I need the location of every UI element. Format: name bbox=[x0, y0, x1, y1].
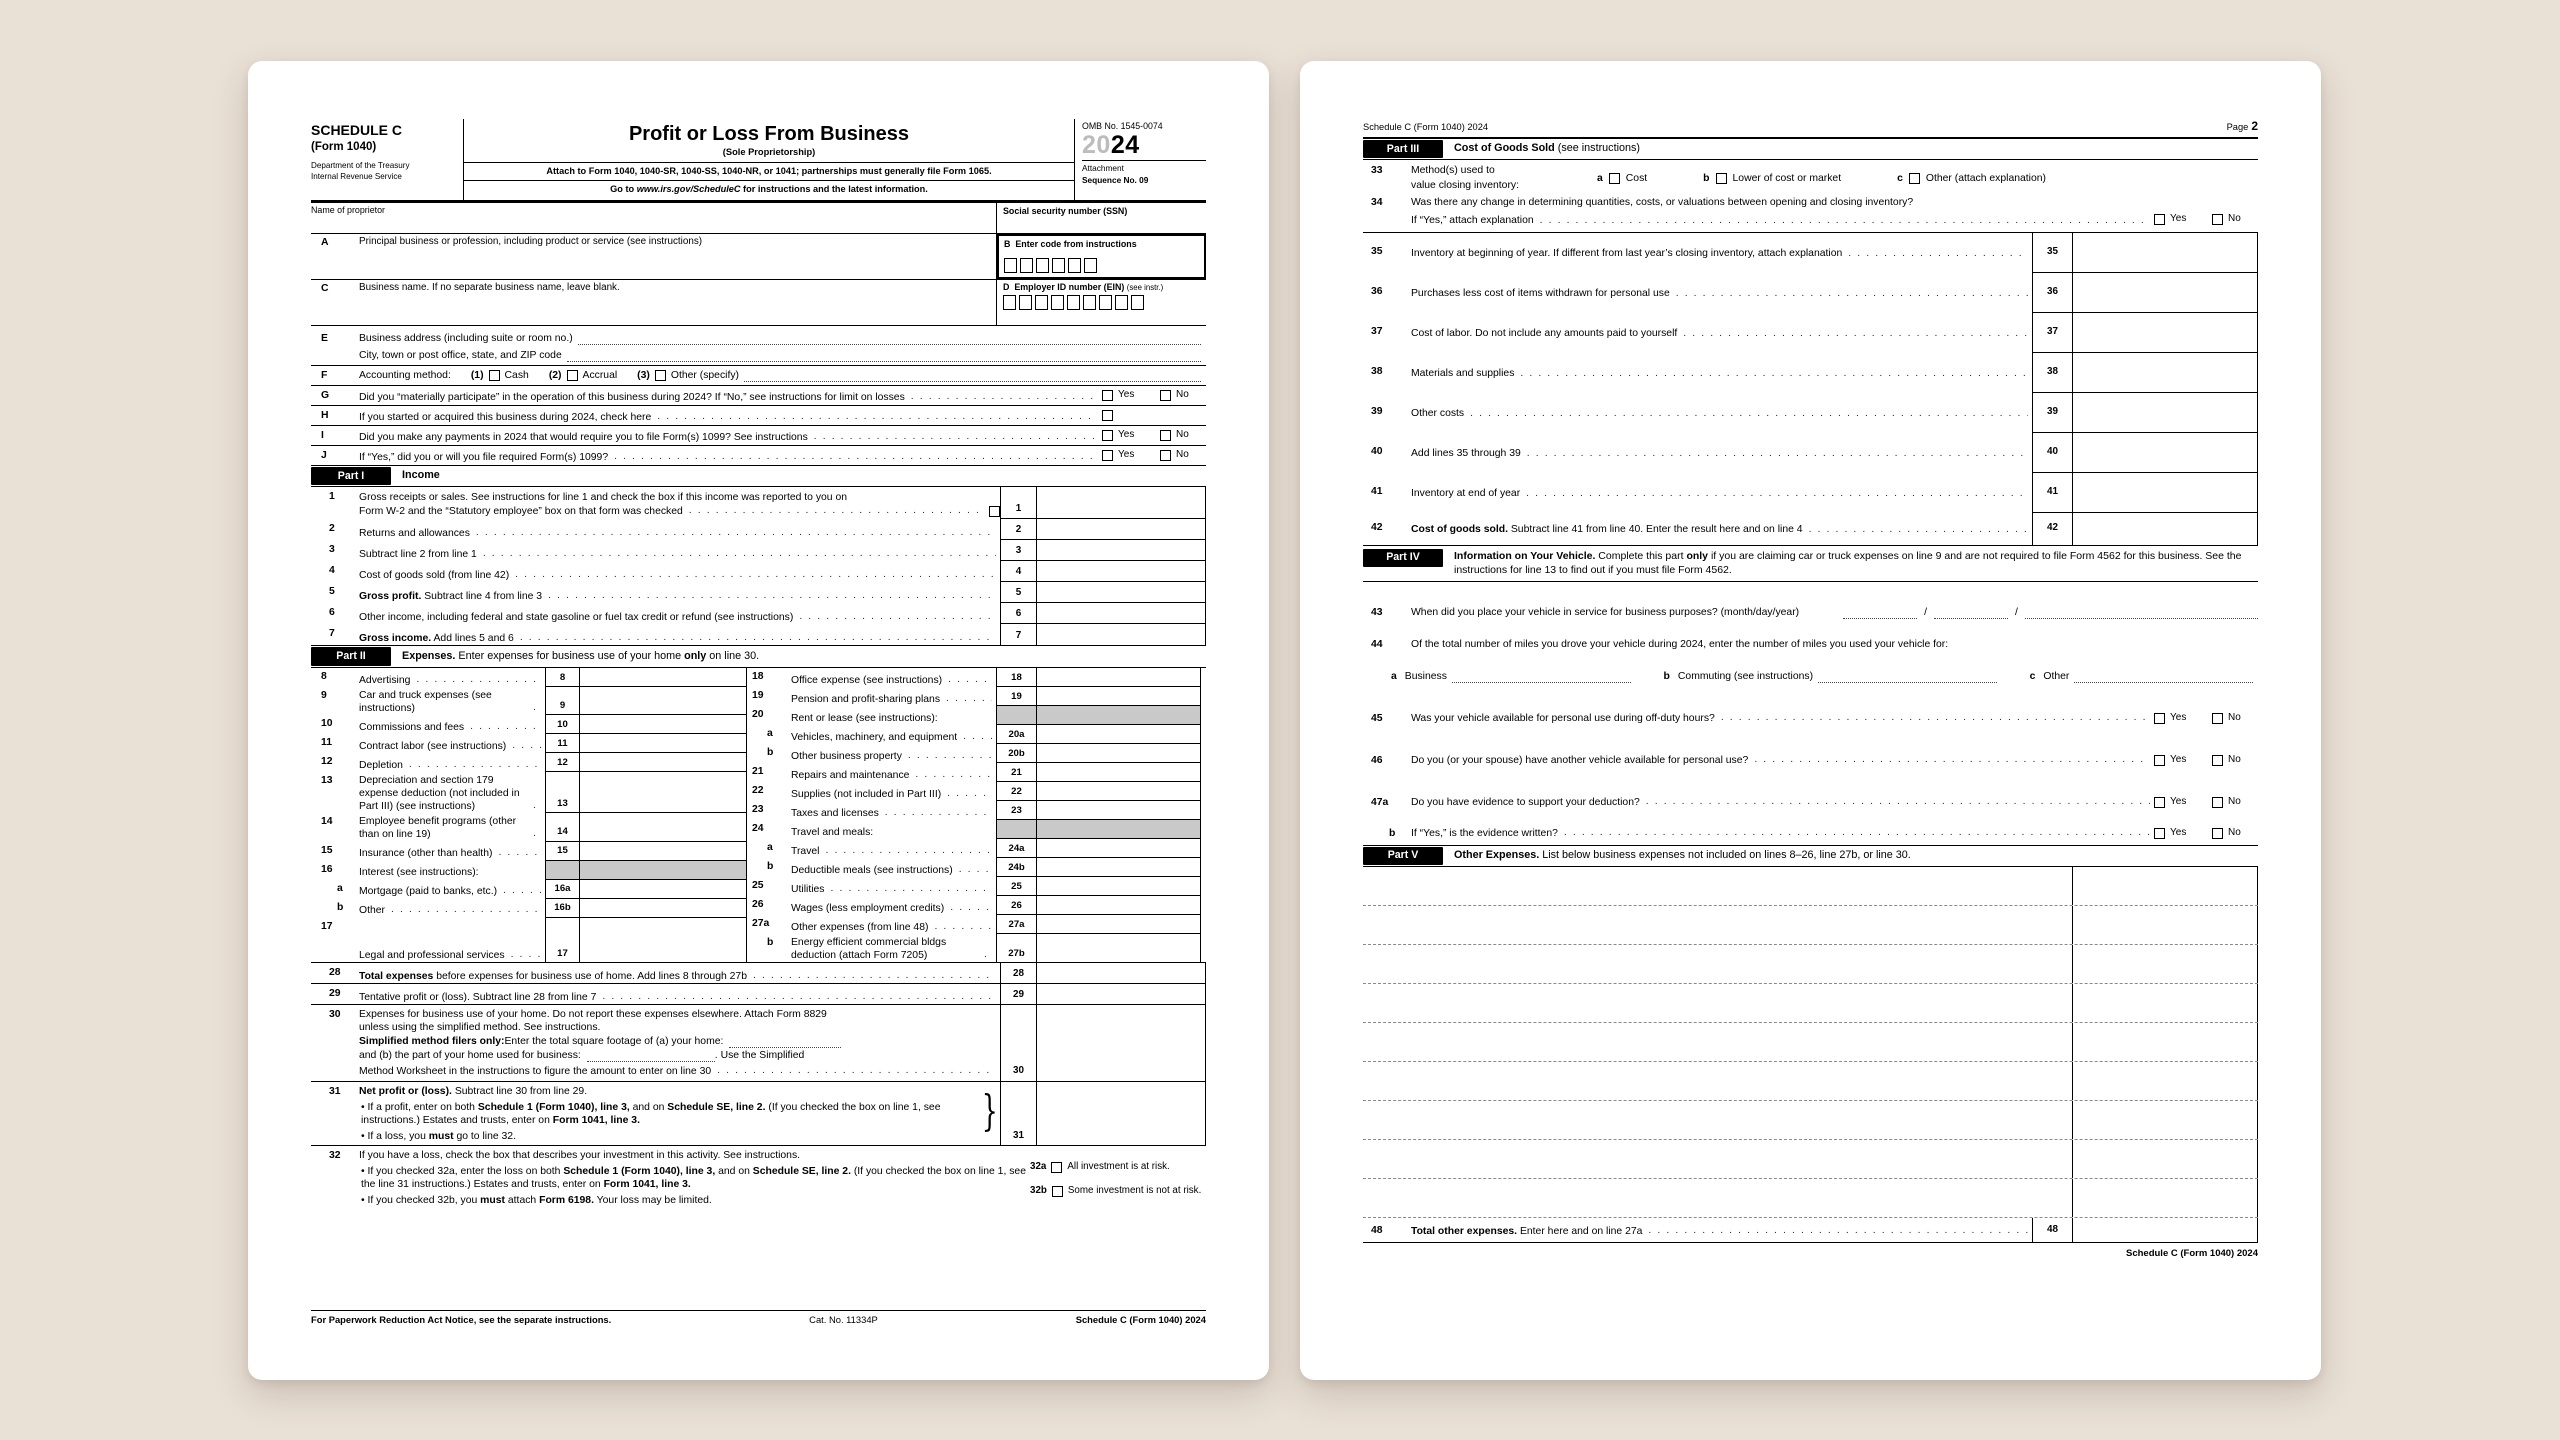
line-48-label: Total other expenses. Enter here and on line 27a bbox=[1411, 1225, 1643, 1237]
form-id-header: Schedule C (Form 1040) 2024 bbox=[1363, 122, 1489, 133]
line-41-amount-cell[interactable] bbox=[2072, 473, 2258, 513]
line-24a-row: a Travel . . . 24a bbox=[747, 839, 1201, 858]
line-37-row: 37 Cost of labor. Do not include any amounts paid to yourself . . . 37 bbox=[1363, 313, 2258, 353]
line-21-row: 21 Repairs and maintenance . . . 21 bbox=[747, 763, 1201, 782]
ssn-label: Social security number (SSN) bbox=[1003, 206, 1128, 217]
other-expense-amount-field[interactable] bbox=[2072, 1023, 2258, 1061]
ein-digit-boxes bbox=[1003, 295, 1204, 310]
business-miles-field[interactable] bbox=[1452, 671, 1631, 683]
other-expense-description-field[interactable] bbox=[1363, 1101, 2072, 1139]
row-h-started-business: H If you started or acquired this business during 2024, check here . . . bbox=[311, 406, 1206, 426]
line-25-row: 25 Utilities . . . 25 bbox=[747, 877, 1201, 896]
line-33b-option: b Lower of cost or market bbox=[1703, 173, 1842, 185]
part-4-title: Information on Your Vehicle. Complete this part only if you are claiming car or truck expenses on line 9 and are not required to file Form 4562 for this business. See the instructions for line 13 to find out if you must file Form 4562. bbox=[1454, 549, 2242, 576]
line-30-label: Expenses for business use of your home. Do not report these expenses elsewhere. Attach Form 8829 bbox=[359, 1008, 827, 1020]
line-32-label: If you have a loss, check the box that describes your investment in this activity. See instructions. bbox=[359, 1149, 801, 1161]
line-1-amount-cell[interactable] bbox=[1036, 487, 1206, 519]
code-digit-box[interactable] bbox=[1084, 258, 1097, 273]
line-20b-amount-cell[interactable] bbox=[1036, 744, 1201, 763]
line-44-label: Of the total number of miles you drove your vehicle during 2024, enter the number of miles you used your vehicle for: bbox=[1411, 638, 1949, 650]
row-f-accounting-method: F Accounting method: (1) Cash (2) Accrual (3) Other (specify) bbox=[311, 366, 1206, 386]
line-32-bullet-2: • If you checked 32b, you must attach Form 6198. Your loss may be limited. bbox=[361, 1195, 712, 1207]
line-47b-row: b If “Yes,” is the evidence written? . . . Yes No bbox=[1363, 814, 2258, 846]
line-33c-option: c Other (attach explanation) bbox=[1897, 173, 2047, 185]
part-5-title: Other Expenses. List below business expenses not included on lines 8–26, line 27b, or line 30. bbox=[1454, 849, 1911, 862]
line-8-row: 8 Advertising . . . 8 bbox=[311, 668, 747, 687]
line-30-amount-cell[interactable] bbox=[1036, 1005, 1206, 1081]
other-expense-amount-field[interactable] bbox=[2072, 1062, 2258, 1100]
line-47a-no-checkbox[interactable] bbox=[2212, 797, 2223, 808]
city-state-zip-field[interactable] bbox=[567, 350, 1201, 362]
line-33b-lower-cost-checkbox[interactable] bbox=[1716, 173, 1727, 184]
page-number: Page 2 bbox=[2226, 119, 2258, 133]
line-8-amount-cell[interactable] bbox=[579, 668, 747, 687]
other-expense-amount-field[interactable] bbox=[2072, 945, 2258, 983]
line-h-label: If you started or acquired this business during 2024, check here bbox=[359, 411, 652, 423]
ein-digit-box[interactable] bbox=[1003, 295, 1016, 310]
line-10-amount-cell[interactable] bbox=[579, 715, 747, 734]
line-5-row: 5 Gross profit. Subtract line 4 from line 3 . . . 5 bbox=[311, 582, 1206, 603]
line-42-amount-cell[interactable] bbox=[2072, 513, 2258, 545]
part-3-bar bbox=[1363, 139, 2258, 160]
line-5-amount-cell[interactable] bbox=[1036, 582, 1206, 603]
ein-digit-box[interactable] bbox=[1083, 295, 1096, 310]
line-42-row: 42 Cost of goods sold. Subtract line 41 from line 40. Enter the result here and on line 4 . . . 42 bbox=[1363, 513, 2258, 545]
line-29-label: Tentative profit or (loss). Subtract line 28 from line 7 bbox=[359, 991, 597, 1003]
line-32-bullet-1: • If you checked 32a, enter the loss on both Schedule 1 (Form 1040), line 3, and on Schedule SE, line 2. (If you checked the box on line 1, see the line 31 instructions.) Estates and trusts, enter on Form 1041, line 3. bbox=[361, 1166, 1026, 1191]
line-10-row: 10 Commissions and fees . . . 10 bbox=[311, 715, 747, 734]
line-47b-yes-checkbox[interactable] bbox=[2154, 828, 2165, 839]
line-9-row: 9 Car and truck expenses (see instructions) . . . 9 bbox=[311, 687, 747, 715]
line-19-row: 19 Pension and profit-sharing plans . . . 19 bbox=[747, 687, 1201, 706]
line-d-ein-field[interactable] bbox=[996, 280, 1206, 325]
shaded-cell bbox=[1036, 820, 1201, 839]
line-33-label: Method(s) used to value closing inventory: bbox=[1411, 165, 1520, 191]
line-34-row: 34 Was there any change in determining quantities, costs, or valuations between opening and closing inventory? If “Yes,” attach explanation . . . Yes No bbox=[1363, 194, 2258, 232]
line-39-row: 39 Other costs . . . 39 bbox=[1363, 393, 2258, 433]
line-34-yes-checkbox[interactable] bbox=[2154, 214, 2165, 225]
dot-leader bbox=[689, 504, 985, 517]
line-24b-row: b Deductible meals (see instructions) . . . 24b bbox=[747, 858, 1201, 877]
line-12-row: 12 Depletion . . . 12 bbox=[311, 753, 747, 772]
expenses-grid bbox=[311, 668, 1206, 963]
line-31-bullet-1: • If a profit, enter on both Schedule 1 (Form 1040), line 3, and on Schedule SE, line 2. (If you checked the box on line 1, see instructions.) Estates and trusts, enter on Form 1041, line 3. bbox=[361, 1101, 941, 1126]
other-expense-blank-row bbox=[1363, 1101, 2258, 1140]
other-expense-blank-row bbox=[1363, 867, 2258, 906]
line-21-amount-cell[interactable] bbox=[1036, 763, 1201, 782]
line-13-amount-cell[interactable] bbox=[579, 772, 747, 813]
line-4-row: 4 Cost of goods sold (from line 42) . . . 4 bbox=[311, 561, 1206, 582]
line-c-label: Business name. If no separate business name, leave blank. bbox=[359, 282, 620, 294]
business-code-box bbox=[997, 234, 1206, 279]
row-g-material-participation: G Did you “materially participate” in the operation of this business during 2024? If “No,” see instructions for limit on losses . . . Yes No bbox=[311, 386, 1206, 406]
ein-digit-box[interactable] bbox=[1051, 295, 1064, 310]
line-h-checkbox[interactable] bbox=[1102, 410, 1113, 421]
ein-digit-box[interactable] bbox=[1099, 295, 1112, 310]
line-6-amount-cell[interactable] bbox=[1036, 603, 1206, 624]
part-1-bar bbox=[311, 466, 1206, 487]
other-expense-amount-field[interactable] bbox=[2072, 1101, 2258, 1139]
line-1-label: Gross receipts or sales. See instructions for line 1 and check the box if this income was reported to you on bbox=[359, 492, 848, 504]
vehicle-service-month-field[interactable] bbox=[1843, 607, 1917, 619]
line-29-row: 29 Tentative profit or (loss). Subtract line 28 from line 7 . . . 29 bbox=[311, 984, 1206, 1005]
irs-schedule-c-link[interactable]: www.irs.gov/ScheduleC bbox=[636, 184, 741, 195]
other-expense-blank-row bbox=[1363, 906, 2258, 945]
other-expense-description-field[interactable] bbox=[1363, 945, 2072, 983]
attachment-sequence: Attachment Sequence No. 09 bbox=[1082, 160, 1206, 185]
line-33a-cost-checkbox[interactable] bbox=[1609, 173, 1620, 184]
line-a-label: Principal business or profession, including product or service (see instructions) bbox=[359, 236, 703, 248]
line-16b-row: b Other . . . 16b bbox=[311, 899, 747, 918]
line-18-amount-cell[interactable] bbox=[1036, 668, 1201, 687]
line-7-amount-cell[interactable] bbox=[1036, 624, 1206, 645]
line-47a-yes-checkbox[interactable] bbox=[2154, 797, 2165, 808]
other-expense-blank-row bbox=[1363, 1179, 2258, 1218]
line-3-label: Subtract line 2 from line 1 bbox=[359, 549, 477, 561]
other-expense-blank-row bbox=[1363, 984, 2258, 1023]
statutory-employee-checkbox[interactable] bbox=[989, 506, 1000, 517]
line-15-amount-cell[interactable] bbox=[579, 842, 747, 861]
ein-digit-box[interactable] bbox=[1035, 295, 1048, 310]
line-47b-label: If “Yes,” is the evidence written? bbox=[1411, 827, 1558, 839]
line-48-amount-cell[interactable] bbox=[2072, 1218, 2258, 1242]
part-1-title: Income bbox=[402, 469, 440, 482]
line-32-risk-options bbox=[1030, 1146, 1206, 1209]
other-expense-blank-row bbox=[1363, 1062, 2258, 1101]
line-28-amount-cell[interactable] bbox=[1036, 963, 1206, 983]
line-4-label: Cost of goods sold (from line 42) bbox=[359, 570, 510, 582]
other-expense-description-field[interactable] bbox=[1363, 1062, 2072, 1100]
schedule-c-page-1 bbox=[248, 61, 1269, 1380]
line-44-miles-row: a Business b Commuting (see instructions) c Other bbox=[1363, 656, 2258, 688]
form-id-footer: Schedule C (Form 1040) 2024 bbox=[2126, 1248, 2258, 1260]
line-16a-row: a Mortgage (paid to banks, etc.) . . . 16a bbox=[311, 880, 747, 899]
line-46-no-checkbox[interactable] bbox=[2212, 755, 2223, 766]
form-header-right bbox=[1075, 119, 1206, 200]
line-45-row: 45 Was your vehicle available for personal use during off-duty hours? . . . Yes No bbox=[1363, 688, 2258, 730]
other-expense-description-field[interactable] bbox=[1363, 1179, 2072, 1217]
shaded-cell bbox=[545, 861, 579, 880]
row-a-b bbox=[311, 234, 1206, 280]
other-expense-blank-row bbox=[1363, 1140, 2258, 1179]
row-e: E Business address (including suite or room no.) City, town or post office, state, and ZIP code bbox=[311, 326, 1206, 366]
ein-digit-box[interactable] bbox=[1131, 295, 1144, 310]
line-i-yes-checkbox[interactable] bbox=[1102, 430, 1113, 441]
ein-digit-box[interactable] bbox=[1115, 295, 1128, 310]
line-7-label: Gross income. Add lines 5 and 6 bbox=[359, 633, 514, 645]
line-33a-option: a Cost bbox=[1597, 173, 1648, 185]
home-square-footage-field[interactable] bbox=[729, 1036, 841, 1048]
line-2-amount-cell[interactable] bbox=[1036, 519, 1206, 540]
business-square-footage-field[interactable] bbox=[587, 1050, 715, 1062]
line-43-row: 43 When did you place your vehicle in service for business purposes? (month/day/year) / / bbox=[1363, 582, 2258, 624]
line-a-principal-business-field[interactable]: A Principal business or profession, including product or service (see instructions) bbox=[321, 236, 703, 249]
no-label: No bbox=[1176, 389, 1189, 401]
line-26-amount-cell[interactable] bbox=[1036, 896, 1201, 915]
accounting-other-specify-field[interactable] bbox=[744, 370, 1201, 382]
line-36-amount-cell[interactable] bbox=[2072, 273, 2258, 313]
other-expense-amount-field[interactable] bbox=[2072, 1140, 2258, 1178]
line-3-amount-cell[interactable] bbox=[1036, 540, 1206, 561]
business-code-digit-boxes bbox=[1004, 258, 1199, 273]
line-1-row: 1 Gross receipts or sales. See instructions for line 1 and check the box if this income was reported to you on Form W-2 and the “Statutory employee” box on that form was checked . . . 1 bbox=[311, 487, 1206, 519]
line-37-amount-cell[interactable] bbox=[2072, 313, 2258, 353]
line-3-row: 3 Subtract line 2 from line 1 . . . 3 bbox=[311, 540, 1206, 561]
line-40-row: 40 Add lines 35 through 39 . . . 40 bbox=[1363, 433, 2258, 473]
line-32-row: 32 If you have a loss, check the box that describes your investment in this activity. See instructions. • If you checked 32a, enter the loss on both Schedule 1 (Form 1040), line 3, and on Schedule SE, line 2. (If you checked the box on line 1, see the line 31 instructions.) Estates and trusts, enter on Form 1041, line 3. • If you checked 32b, you must attach Form 6198. Your loss may be limited. 32a All investment is at risk. 32b Some investment is not at risk. bbox=[311, 1146, 1206, 1209]
line-45-no-checkbox[interactable] bbox=[2212, 713, 2223, 724]
code-digit-box[interactable] bbox=[1052, 258, 1065, 273]
catalog-number: Cat. No. 11334P bbox=[809, 1314, 878, 1326]
line-39-amount-cell[interactable] bbox=[2072, 393, 2258, 433]
line-17-row: 17 Legal and professional services . . . 17 bbox=[311, 918, 747, 962]
line-31-bullet-2: • If a loss, you must go to line 32. bbox=[361, 1130, 516, 1142]
line-46-yes-checkbox[interactable] bbox=[2154, 755, 2165, 766]
accounting-cash-checkbox[interactable] bbox=[489, 370, 500, 381]
page-1-footer bbox=[311, 1310, 1206, 1326]
ein-digit-box[interactable] bbox=[1067, 295, 1080, 310]
line-48-row: 48 Total other expenses. Enter here and on line 27a . . . 48 bbox=[1363, 1218, 2258, 1243]
other-miles-field[interactable] bbox=[2074, 671, 2253, 683]
line-27b-row: b Energy efficient commercial bldgs deduction (attach Form 7205) . . . 27b bbox=[747, 934, 1201, 962]
expenses-left-column bbox=[311, 668, 747, 962]
shaded-cell bbox=[996, 706, 1036, 725]
other-expense-description-field[interactable] bbox=[1363, 867, 2072, 905]
attach-instruction: Attach to Form 1040, 1040-SR, 1040-SS, 1040-NR, or 1041; partnerships must generally file Form 1065. bbox=[464, 162, 1074, 181]
ein-digit-box[interactable] bbox=[1019, 295, 1032, 310]
form-id-footer: Schedule C (Form 1040) 2024 bbox=[1075, 1314, 1206, 1326]
line-23-row: 23 Taxes and licenses . . . 23 bbox=[747, 801, 1201, 820]
line-30-row: 30 Expenses for business use of your home. Do not report these expenses elsewhere. Attach Form 8829 unless using the simplified method. See instructions. Simplified method filers only: Enter the total square footage of (a) your home: and (b) the part of your home used for business: . Use the Simplified Method Worksheet in the instructions to figure the amount to enter on line 30 . . . 30 bbox=[311, 1005, 1206, 1082]
code-digit-box[interactable] bbox=[1020, 258, 1033, 273]
line-45-label: Was your vehicle available for personal use during off-duty hours? bbox=[1411, 712, 1715, 724]
form-number-label: (Form 1040) bbox=[311, 140, 377, 153]
vehicle-service-year-field[interactable] bbox=[2025, 607, 2258, 619]
commuting-miles-field[interactable] bbox=[1818, 671, 1997, 683]
line-36-row: 36 Purchases less cost of items withdrawn for personal use . . . 36 bbox=[1363, 273, 2258, 313]
form-title: Profit or Loss From Business bbox=[628, 123, 910, 145]
line-32a-checkbox[interactable] bbox=[1051, 1162, 1062, 1173]
line-32b-option: 32b Some investment is not at risk. bbox=[1030, 1184, 1202, 1196]
line-20a-amount-cell[interactable] bbox=[1036, 725, 1201, 744]
ssn-field[interactable] bbox=[996, 203, 1206, 233]
page-2-sheet bbox=[1363, 119, 2258, 1326]
line-20-row: 20 Rent or lease (see instructions): bbox=[747, 706, 1201, 725]
page-2-footer bbox=[1363, 1243, 2258, 1260]
line-e-label: Business address (including suite or room no.) bbox=[359, 332, 573, 344]
form-header-left: SCHEDULE C (Form 1040) Department of the Treasury Internal Revenue Service bbox=[311, 119, 463, 200]
proprietor-name-field[interactable] bbox=[311, 203, 996, 233]
other-expense-amount-field[interactable] bbox=[2072, 1179, 2258, 1217]
line-20b-row: b Other business property . . . 20b bbox=[747, 744, 1201, 763]
code-digit-box[interactable] bbox=[1068, 258, 1081, 273]
proprietor-name-label: Name of proprietor bbox=[311, 205, 385, 216]
line-31-row: 31 Net profit or (loss). Subtract line 30 from line 29. • If a profit, enter on both Schedule 1 (Form 1040), line 3, and on Schedule SE, line 2. (If you checked the box on line 1, see instructions.) Estates and trusts, enter on Form 1041, line 3. • If a loss, you must go to line 32. } 31 bbox=[311, 1082, 1206, 1146]
line-j-label: If “Yes,” did you or will you file required Form(s) 1099? bbox=[359, 451, 609, 463]
part-5-bar bbox=[1363, 846, 2258, 867]
line-38-row: 38 Materials and supplies . . . 38 bbox=[1363, 353, 2258, 393]
goto-instruction: Go to www.irs.gov/ScheduleC for instructions and the latest information. bbox=[464, 180, 1074, 200]
line-47b-no-checkbox[interactable] bbox=[2212, 828, 2223, 839]
other-expense-blank-row bbox=[1363, 1023, 2258, 1062]
line-g-no-checkbox[interactable] bbox=[1160, 390, 1171, 401]
yes-label: Yes bbox=[1118, 389, 1135, 401]
line-f-label: Accounting method: bbox=[359, 370, 451, 382]
line-22-amount-cell[interactable] bbox=[1036, 782, 1201, 801]
other-expense-amount-field[interactable] bbox=[2072, 867, 2258, 905]
line-31-amount-cell[interactable] bbox=[1036, 1082, 1206, 1145]
line-14-row: 14 Employee benefit programs (other than on line 19) . . . 14 bbox=[311, 813, 747, 841]
part-3-title: Cost of Goods Sold (see instructions) bbox=[1454, 142, 1640, 155]
line-i-label: Did you make any payments in 2024 that would require you to file Form(s) 1099? See instructions bbox=[359, 431, 808, 443]
line-18-row: 18 Office expense (see instructions) . . . 18 bbox=[747, 668, 1201, 687]
form-header bbox=[311, 119, 1206, 203]
line-46-row: 46 Do you (or your spouse) have another vehicle available for personal use? . . . Yes No bbox=[1363, 730, 2258, 772]
other-expense-description-field[interactable] bbox=[1363, 984, 2072, 1022]
line-26-row: 26 Wages (less employment credits) . . . 26 bbox=[747, 896, 1201, 915]
line-35-row: 35 Inventory at beginning of year. If different from last year’s closing inventory, attach explanation . . . 35 bbox=[1363, 233, 2258, 273]
line-46-label: Do you (or your spouse) have another vehicle available for personal use? bbox=[1411, 754, 1749, 766]
line-b-label: B Enter code from instructions bbox=[1004, 239, 1137, 250]
other-expense-description-field[interactable] bbox=[1363, 906, 2072, 944]
brace-glyph: } bbox=[981, 1085, 998, 1135]
tax-year: 2024 bbox=[1082, 131, 1140, 160]
line-13-row: 13 Depreciation and section 179 expense deduction (not included in Part III) (see instructions) . . . 13 bbox=[311, 772, 747, 813]
part-4-label: Part IV bbox=[1363, 549, 1443, 567]
code-digit-box[interactable] bbox=[1004, 258, 1017, 273]
line-33-row: 33 Method(s) used to value closing inventory: a Cost b Lower of cost or market c Other (attach explanation) bbox=[1363, 160, 2258, 194]
line-28-label: Total expenses before expenses for business use of home. Add lines 8 through 27b bbox=[359, 970, 747, 982]
other-expense-description-field[interactable] bbox=[1363, 1140, 2072, 1178]
line-6-label: Other income, including federal and state gasoline or fuel tax credit or refund (see instructions) bbox=[359, 612, 794, 624]
line-33c-other-checkbox[interactable] bbox=[1909, 173, 1920, 184]
part-2-label: Part II bbox=[311, 647, 391, 665]
business-address-field[interactable] bbox=[578, 333, 1201, 345]
line-24a-amount-cell[interactable] bbox=[1036, 839, 1201, 858]
line-14-amount-cell[interactable] bbox=[579, 813, 747, 841]
line-c-business-name-field[interactable]: C Business name. If no separate business name, leave blank. bbox=[321, 282, 620, 295]
line-44-row: 44 Of the total number of miles you drove your vehicle during 2024, enter the number of miles you used your vehicle for: bbox=[1371, 638, 1949, 650]
line-22-row: 22 Supplies (not included in Part III) . . . 22 bbox=[747, 782, 1201, 801]
line-34-label: Was there any change in determining quantities, costs, or valuations between opening and closing inventory? bbox=[1411, 197, 1914, 209]
shaded-cell bbox=[579, 861, 747, 880]
line-23-amount-cell[interactable] bbox=[1036, 801, 1201, 820]
line-4-amount-cell[interactable] bbox=[1036, 561, 1206, 582]
line-g-label: Did you “materially participate” in the operation of this business during 2024? If “No,” see instructions for limit on losses bbox=[359, 391, 905, 403]
line-2-row: 2 Returns and allowances . . . 2 bbox=[311, 519, 1206, 540]
line-28-row: 28 Total expenses before expenses for business use of home. Add lines 8 through 27b . . . 28 bbox=[311, 963, 1206, 984]
line-e-city-label: City, town or post office, state, and ZIP code bbox=[359, 349, 562, 361]
part-3-label: Part III bbox=[1363, 140, 1443, 158]
line-b-code-field[interactable] bbox=[996, 234, 1206, 279]
accounting-accrual-checkbox[interactable] bbox=[567, 370, 578, 381]
line-19-amount-cell[interactable] bbox=[1036, 687, 1201, 706]
line-5-label: Gross profit. Subtract line 4 from line 3 bbox=[359, 591, 543, 603]
line-j-no-checkbox[interactable] bbox=[1160, 450, 1171, 461]
vehicle-service-day-field[interactable] bbox=[1934, 607, 2008, 619]
line-45-yes-checkbox[interactable] bbox=[2154, 713, 2165, 724]
schedule-c-page-2 bbox=[1300, 61, 2321, 1380]
shaded-cell bbox=[996, 820, 1036, 839]
row-j-file-1099: J If “Yes,” did you or will you file required Form(s) 1099? . . . Yes No bbox=[311, 446, 1206, 466]
omb-number: OMB No. 1545-0074 bbox=[1082, 121, 1163, 131]
line-9-amount-cell[interactable] bbox=[579, 687, 747, 715]
paperwork-notice: For Paperwork Reduction Act Notice, see the separate instructions. bbox=[311, 1314, 612, 1326]
line-16a-amount-cell[interactable] bbox=[579, 880, 747, 899]
expenses-right-column bbox=[747, 668, 1201, 962]
line-27b-amount-cell[interactable] bbox=[1036, 934, 1201, 962]
line-32a-option: 32a All investment is at risk. bbox=[1030, 1160, 1170, 1172]
line-11-amount-cell[interactable] bbox=[579, 734, 747, 753]
line-24-row: 24 Travel and meals: bbox=[747, 820, 1201, 839]
row-i-payments-1099: I Did you make any payments in 2024 that would require you to file Form(s) 1099? See instructions . . . Yes No bbox=[311, 426, 1206, 446]
line-43-label: When did you place your vehicle in service for business purposes? (month/day/year) bbox=[1411, 606, 1800, 618]
line-25-amount-cell[interactable] bbox=[1036, 877, 1201, 896]
other-expense-blank-row bbox=[1363, 945, 2258, 984]
line-16-row: 16 Interest (see instructions): bbox=[311, 861, 747, 880]
shaded-cell bbox=[1036, 706, 1201, 725]
schedule-label: SCHEDULE C bbox=[311, 122, 403, 138]
line-11-row: 11 Contract labor (see instructions) . . . 11 bbox=[311, 734, 747, 753]
line-24b-amount-cell[interactable] bbox=[1036, 858, 1201, 877]
page-2-header bbox=[1363, 119, 2258, 139]
line-6-row: 6 Other income, including federal and state gasoline or fuel tax credit or refund (see instructions) . . . 6 bbox=[311, 603, 1206, 624]
line-41-row: 41 Inventory at end of year . . . 41 bbox=[1363, 473, 2258, 513]
part-2-title: Expenses. Enter expenses for business use of your home only on line 30. bbox=[402, 649, 760, 662]
part-4-bar bbox=[1363, 545, 2258, 582]
line-2-label: Returns and allowances bbox=[359, 528, 470, 540]
other-expense-description-field[interactable] bbox=[1363, 1023, 2072, 1061]
part-5-label: Part V bbox=[1363, 847, 1443, 865]
line-38-amount-cell[interactable] bbox=[2072, 353, 2258, 393]
line-j-yes-checkbox[interactable] bbox=[1102, 450, 1113, 461]
accounting-other-checkbox[interactable] bbox=[655, 370, 666, 381]
line-d-label: D Employer ID number (EIN) (see instr.) bbox=[1003, 282, 1164, 293]
other-expense-amount-field[interactable] bbox=[2072, 984, 2258, 1022]
line-47a-row: 47a Do you have evidence to support your deduction? . . . Yes No bbox=[1363, 772, 2258, 814]
row-c-d bbox=[311, 280, 1206, 326]
line-20a-row: a Vehicles, machinery, and equipment . . . 20a bbox=[747, 725, 1201, 744]
line-47a-label: Do you have evidence to support your deduction? bbox=[1411, 796, 1640, 808]
form-header-center bbox=[463, 119, 1075, 200]
line-7-row: 7 Gross income. Add lines 5 and 6 . . . 7 bbox=[311, 624, 1206, 645]
name-ssn-row bbox=[311, 203, 1206, 234]
line-29-amount-cell[interactable] bbox=[1036, 984, 1206, 1004]
part-1-label: Part I bbox=[311, 467, 391, 485]
part-2-bar bbox=[311, 645, 1206, 667]
line-17-amount-cell[interactable] bbox=[579, 918, 747, 962]
line-31-label: Net profit or (loss). Subtract line 30 from line 29. bbox=[359, 1085, 588, 1097]
line-g-yes-checkbox[interactable] bbox=[1102, 390, 1113, 401]
line-27a-amount-cell[interactable] bbox=[1036, 915, 1201, 934]
line-16b-amount-cell[interactable] bbox=[579, 899, 747, 918]
other-expense-amount-field[interactable] bbox=[2072, 906, 2258, 944]
page-1-sheet bbox=[311, 119, 1206, 1326]
line-40-amount-cell[interactable] bbox=[2072, 433, 2258, 473]
line-27a-row: 27a Other expenses (from line 48) . . . 27a bbox=[747, 915, 1201, 934]
form-subtitle: (Sole Proprietorship) bbox=[722, 147, 816, 158]
code-digit-box[interactable] bbox=[1036, 258, 1049, 273]
line-12-amount-cell[interactable] bbox=[579, 753, 747, 772]
line-15-row: 15 Insurance (other than health) . . . 15 bbox=[311, 842, 747, 861]
line-32b-checkbox[interactable] bbox=[1052, 1186, 1063, 1197]
line-35-amount-cell[interactable] bbox=[2072, 233, 2258, 273]
line-34-no-checkbox[interactable] bbox=[2212, 214, 2223, 225]
line-i-no-checkbox[interactable] bbox=[1160, 430, 1171, 441]
